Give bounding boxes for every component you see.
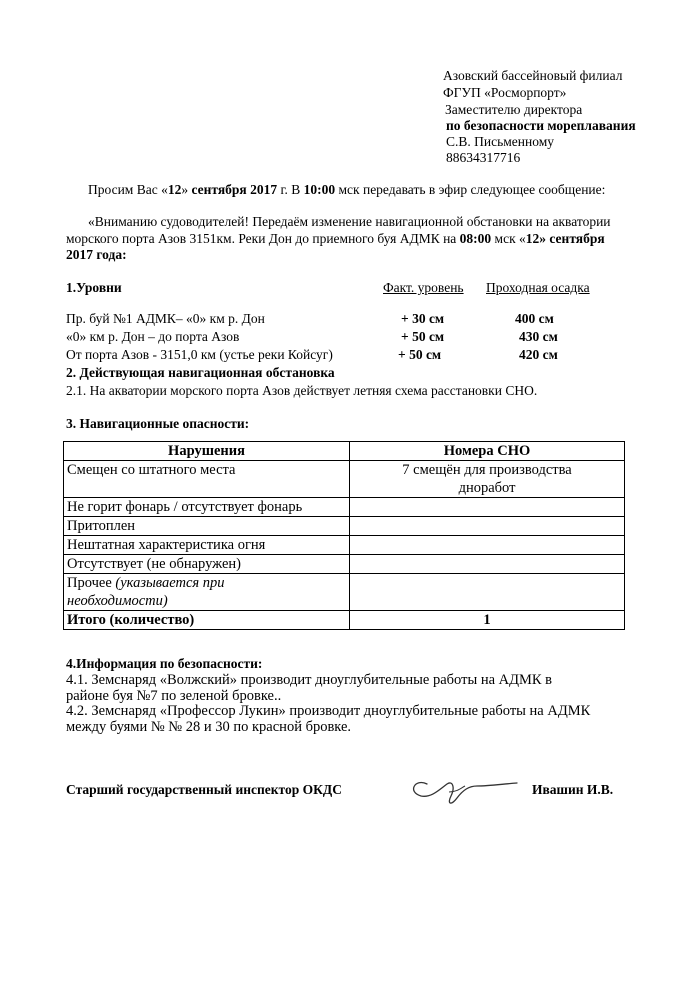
address-line: Азовский бассейновый филиал: [443, 68, 623, 83]
levels-row-location: «0» км р. Дон – до порта Азов: [66, 329, 240, 344]
address-line: Заместителю директора: [445, 102, 583, 117]
sno-value: [350, 555, 625, 574]
message-line: «Вниманию судоводителей! Передаём изменение навигационной обстановки на акватории: [88, 214, 611, 229]
levels-row-location: От порта Азов - 3151,0 км (устье реки Койсуг): [66, 347, 333, 362]
nav-heading: 2. Действующая навигационная обстановка: [66, 365, 335, 380]
levels-row-fact: + 50 см: [401, 329, 445, 344]
message-line: 2017 года:: [66, 247, 127, 262]
hazards-heading: 3. Навигационные опасности:: [66, 416, 250, 431]
sno-value: 7 смещён для производства дноработ: [350, 461, 625, 498]
table-row: [64, 555, 625, 574]
violation-label: Притоплен: [64, 517, 350, 536]
safety-line: 4.2. Земснаряд «Профессор Лукин» производит дноуглубительные работы на АДМК: [66, 703, 591, 719]
safety-line: районе буя №7 по зеленой бровке..: [66, 688, 282, 704]
message-line: морского порта Азов 3151км. Реки Дон до приемного буя АДМК на 08:00 мск «12» сентября: [66, 231, 605, 246]
table-row: [64, 461, 625, 498]
safety-line: 4.1. Земснаряд «Волжский» производит дноуглубительные работы на АДМК в: [66, 672, 553, 688]
signature-title: Старший государственный инспектор ОКДС: [66, 782, 342, 797]
total-value: 1: [350, 611, 625, 630]
violation-label: Не горит фонарь / отсутствует фонарь: [64, 498, 350, 517]
table-row: [64, 574, 625, 611]
col-numbers: Номера СНО: [350, 442, 625, 461]
total-label: Итого (количество): [64, 611, 350, 630]
levels-heading: 1.Уровни: [66, 280, 122, 295]
levels-col-depth: Проходная осадка: [486, 280, 590, 295]
levels-row-depth: 400 см: [515, 311, 554, 326]
violation-label-other: Прочее (указывается при необходимости): [64, 574, 350, 611]
safety-line: между буями № № 28 и 30 по красной бровке.: [66, 719, 352, 735]
levels-row-depth: 420 см: [519, 347, 558, 362]
sno-value: [350, 517, 625, 536]
levels-row-fact: + 50 см: [398, 347, 442, 362]
table-row: [64, 536, 625, 555]
levels-col-fact: Факт. уровень: [383, 280, 464, 295]
nav-text: 2.1. На акватории морского порта Азов действует летняя схема расстановки СНО.: [66, 383, 538, 398]
handwritten-signature: [405, 770, 525, 810]
address-line: ФГУП «Росморпорт»: [443, 85, 567, 100]
levels-row-fact: + 30 см: [401, 311, 445, 326]
table-total-row: [64, 611, 625, 630]
violation-label: Смещен со штатного места: [64, 461, 350, 498]
address-phone: 88634317716: [446, 150, 521, 165]
sno-value: [350, 498, 625, 517]
levels-row-location: Пр. буй №1 АДМК– «0» км р. Дон: [66, 311, 265, 326]
table-row: [64, 517, 625, 536]
violation-label: Нештатная характеристика огня: [64, 536, 350, 555]
table-row: [64, 498, 625, 517]
table-header-row: [64, 442, 625, 461]
violation-label: Отсутствует (не обнаружен): [64, 555, 350, 574]
col-violations: Нарушения: [64, 442, 350, 461]
safety-heading: 4.Информация по безопасности:: [66, 656, 263, 671]
address-line: С.В. Письменному: [446, 134, 555, 149]
signature-name: Ивашин И.В.: [532, 782, 614, 797]
request-line: Просим Вас «12» сентября 2017 г. В 10:00 мск передавать в эфир следующее сообщение:: [88, 182, 606, 197]
levels-row-depth: 430 см: [519, 329, 558, 344]
sno-value: [350, 536, 625, 555]
hazards-table: [63, 441, 625, 630]
address-line: по безопасности мореплавания: [446, 118, 636, 133]
sno-value: [350, 574, 625, 611]
